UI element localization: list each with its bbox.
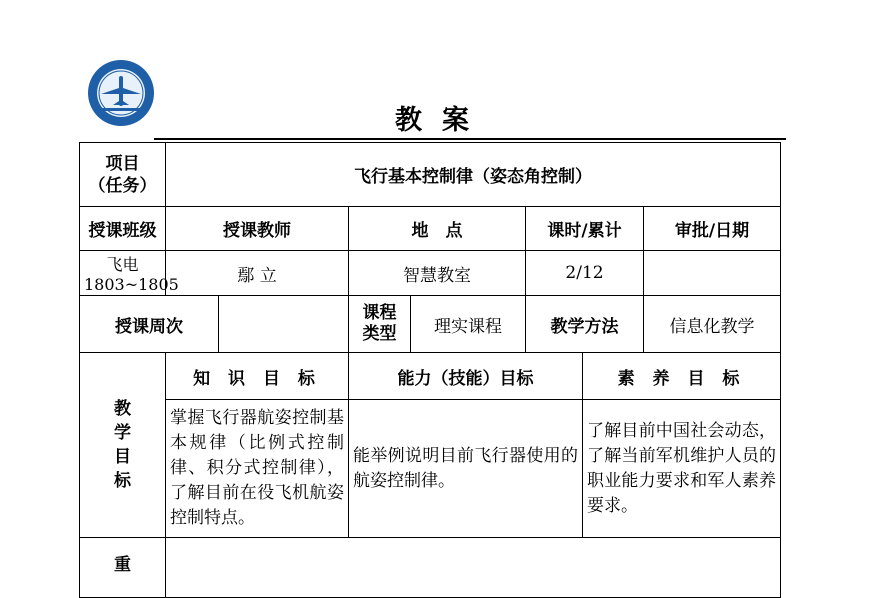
goals-content-row [80,400,781,538]
value-approval [644,251,781,296]
title-rule [154,138,786,140]
method-value: 信息化教学 [644,296,781,353]
value-location: 智慧教室 [349,251,526,296]
value-class: 飞电 1803~1805 [80,251,166,296]
goal-header-quality: 素 养 目 标 [583,353,781,400]
week-row [80,296,781,353]
header-location: 地 点 [349,207,526,251]
goal-quality-text: 了解目前中国社会动态，了解当前军机维护人员的职业能力要求和军人素养要求。 [583,400,781,538]
value-teacher: 鄢 立 [166,251,349,296]
header-row [80,207,781,251]
next-section-row [80,538,781,598]
project-value: 飞行基本控制律（姿态角控制） [166,143,781,207]
method-label: 教学方法 [526,296,644,353]
goal-skill-text: 能举例说明目前飞行器使用的航姿控制律。 [349,400,583,538]
next-section-label: 重 [80,538,166,598]
project-label: 项目 （任务） [80,143,166,207]
course-type-value: 理实课程 [411,296,526,353]
goal-header-knowledge: 知 识 目 标 [166,353,349,400]
project-row [80,143,781,207]
week-value [219,296,349,353]
goal-knowledge-text: 掌握飞行器航姿控制基本规律（比例式控制律、积分式控制律），了解目前在役飞机航姿控制特点。 [166,400,349,538]
value-row [80,251,781,296]
course-type-label: 课程 类型 [349,296,411,353]
value-hours: 2/12 [526,251,644,296]
document-title: 教案 [395,105,489,136]
goal-header-skill: 能力（技能）目标 [349,353,583,400]
header-hours: 课时/累计 [526,207,644,251]
header-approval: 审批/日期 [644,207,781,251]
next-section-content [166,538,781,598]
goals-label: 教 学 目 标 [80,353,166,538]
lesson-plan-table [79,142,781,598]
week-label: 授课周次 [80,296,219,353]
header-class: 授课班级 [80,207,166,251]
goals-header-row [80,353,781,400]
header-teacher: 授课教师 [166,207,349,251]
